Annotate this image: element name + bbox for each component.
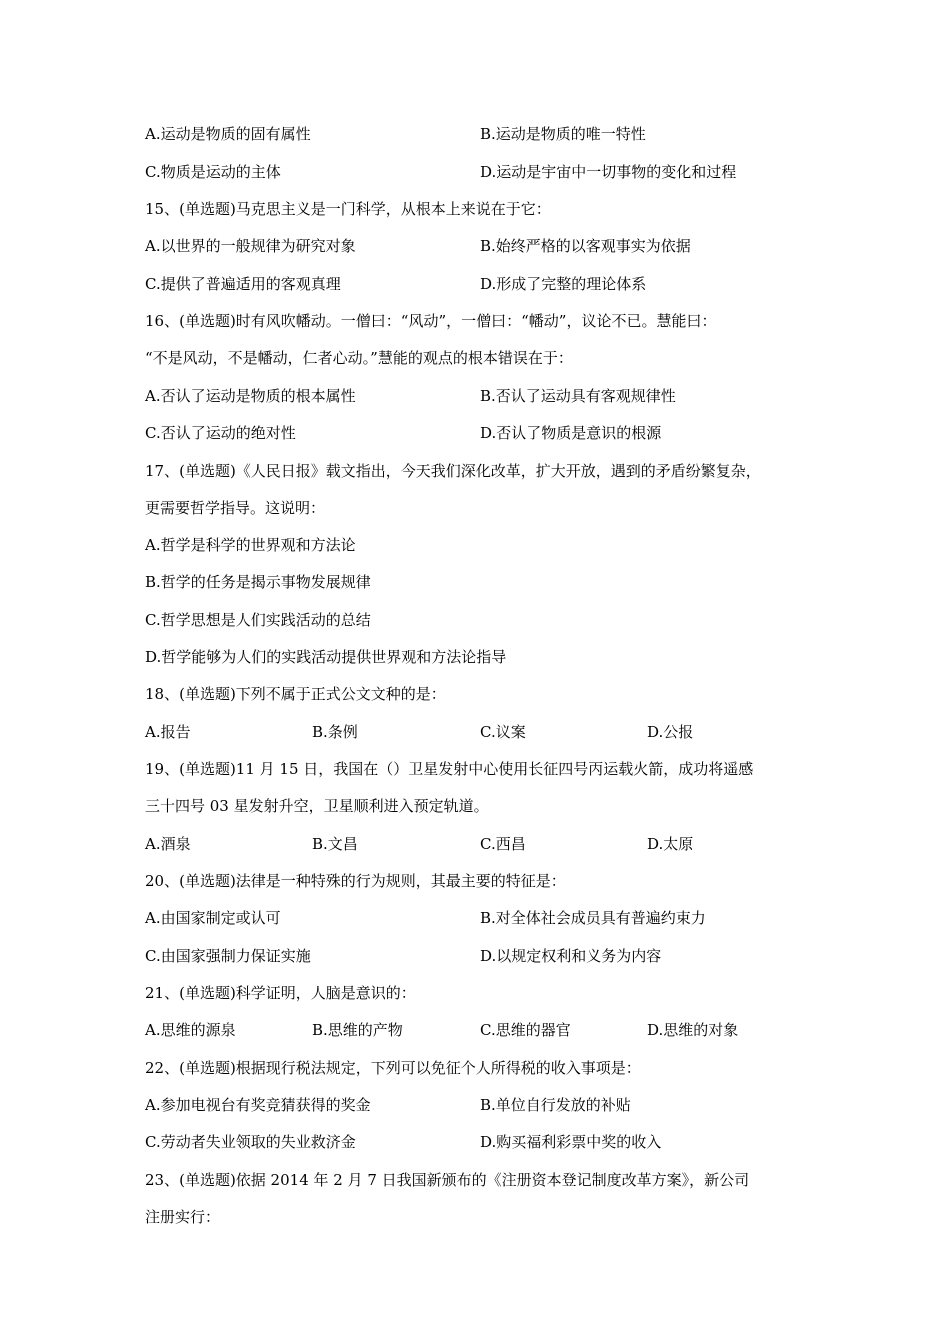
q18-stem: 18、(单选题)下列不属于正式公文文种的是： (145, 685, 446, 703)
q20-option-a: A.由国家制定或认可 (145, 909, 281, 927)
q14-option-d: D.运动是宇宙中一切事物的变化和过程 (480, 163, 737, 181)
q14-option-c: C.物质是运动的主体 (145, 163, 281, 181)
q21-option-c: C.思维的器官 (480, 1021, 571, 1039)
q17-option-b: B.哲学的任务是揭示事物发展规律 (145, 573, 371, 591)
q17-stem-line1: 17、(单选题)《人民日报》载文指出，今天我们深化改革，扩大开放，遇到的矛盾纷繁复杂， (145, 462, 761, 480)
q14-option-b: B.运动是物质的唯一特性 (480, 125, 646, 143)
q22-option-b: B.单位自行发放的补贴 (480, 1096, 631, 1114)
q22-option-d: D.购买福利彩票中奖的收入 (480, 1133, 662, 1151)
q18-option-a: A.报告 (145, 723, 191, 741)
q21-option-a: A.思维的源泉 (145, 1021, 236, 1039)
q16-stem-line2: “不是风动，不是幡动，仁者心动。”慧能的观点的根本错误在于： (145, 349, 573, 367)
q17-option-c: C.哲学思想是人们实践活动的总结 (145, 611, 371, 629)
q15-option-a: A.以世界的一般规律为研究对象 (145, 237, 356, 255)
q19-option-d: D.太原 (647, 835, 694, 853)
q17-option-a: A.哲学是科学的世界观和方法论 (145, 536, 356, 554)
q23-stem-line2: 注册实行： (145, 1208, 221, 1226)
q15-option-b: B.始终严格的以客观事实为依据 (480, 237, 691, 255)
q16-option-b: B.否认了运动具有客观规律性 (480, 387, 676, 405)
q22-option-a: A.参加电视台有奖竞猜获得的奖金 (145, 1096, 371, 1114)
q17-stem-line2: 更需要哲学指导。这说明： (145, 499, 326, 517)
q14-option-a: A.运动是物质的固有属性 (145, 125, 311, 143)
q19-option-a: A.酒泉 (145, 835, 191, 853)
q17-option-d: D.哲学能够为人们的实践活动提供世界观和方法论指导 (145, 648, 507, 666)
q19-option-c: C.西昌 (480, 835, 526, 853)
q20-option-c: C.由国家强制力保证实施 (145, 947, 311, 965)
q18-option-b: B.条例 (312, 723, 358, 741)
q18-option-d: D.公报 (647, 723, 694, 741)
q19-option-b: B.文昌 (312, 835, 358, 853)
q22-option-c: C.劳动者失业领取的失业救济金 (145, 1133, 356, 1151)
q20-option-b: B.对全体社会成员具有普遍约束力 (480, 909, 706, 927)
q20-option-d: D.以规定权利和义务为内容 (480, 947, 662, 965)
q23-stem-line1: 23、(单选题)依据 2014 年 2 月 7 日我国新颁布的《注册资本登记制度改革方案》，新公司 (145, 1171, 750, 1189)
q16-stem-line1: 16、(单选题)时有风吹幡动。一僧曰：“风动”，一僧曰：“幡动”，议论不已。慧能曰： (145, 312, 717, 330)
q15-option-d: D.形成了完整的理论体系 (480, 275, 647, 293)
q20-stem: 20、(单选题)法律是一种特殊的行为规则，其最主要的特征是： (145, 872, 566, 890)
q19-stem-line1: 19、(单选题)11 月 15 日，我国在（）卫星发射中心使用长征四号丙运载火箭，成功将遥感 (145, 760, 754, 778)
q19-stem-line2: 三十四号 03 星发射升空，卫星顺利进入预定轨道。 (145, 797, 489, 815)
q21-option-d: D.思维的对象 (647, 1021, 739, 1039)
q16-option-a: A.否认了运动是物质的根本属性 (145, 387, 356, 405)
q15-option-c: C.提供了普遍适用的客观真理 (145, 275, 341, 293)
q21-option-b: B.思维的产物 (312, 1021, 403, 1039)
q16-option-d: D.否认了物质是意识的根源 (480, 424, 662, 442)
q15-stem: 15、(单选题)马克思主义是一门科学，从根本上来说在于它： (145, 200, 551, 218)
q18-option-c: C.议案 (480, 723, 526, 741)
q21-stem: 21、(单选题)科学证明，人脑是意识的： (145, 984, 416, 1002)
q22-stem: 22、(单选题)根据现行税法规定，下列可以免征个人所得税的收入事项是： (145, 1059, 641, 1077)
q16-option-c: C.否认了运动的绝对性 (145, 424, 296, 442)
